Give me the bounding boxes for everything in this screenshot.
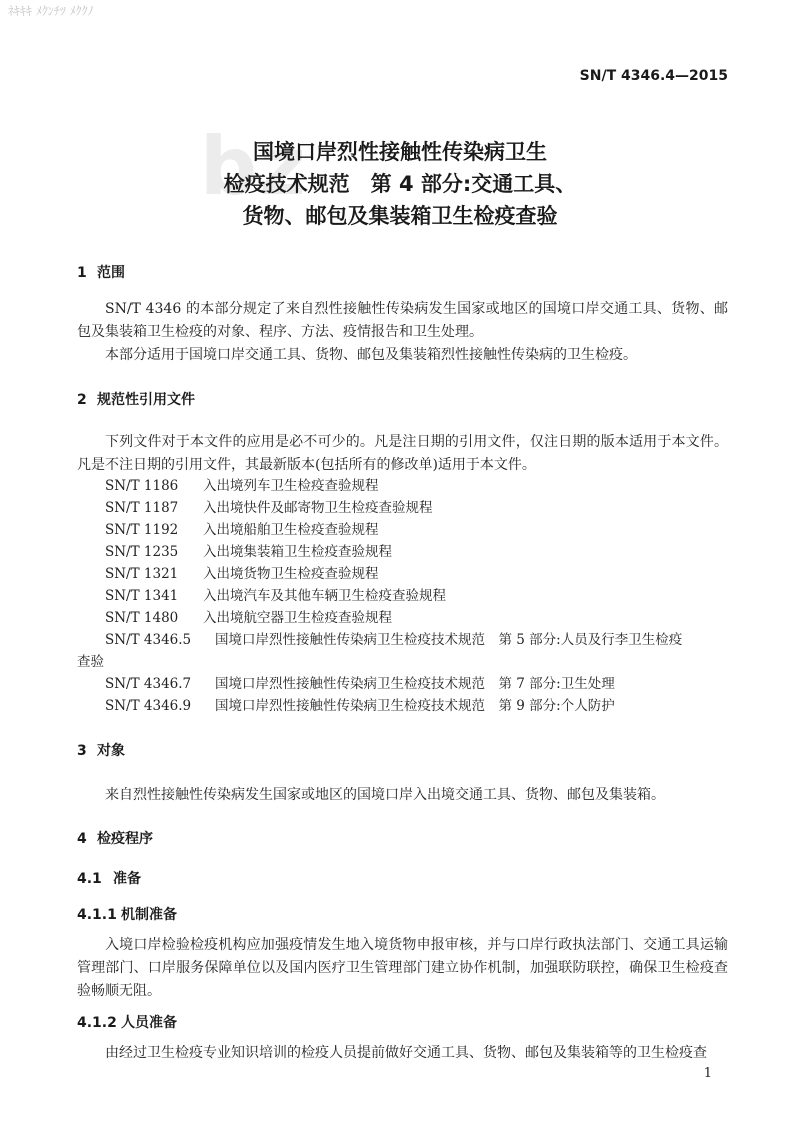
reference-code: SN/T 1480 bbox=[105, 610, 179, 626]
reference-item bbox=[105, 541, 392, 563]
title-line-3: 货物、邮包及集装箱卫生检疫查验 bbox=[242, 204, 558, 228]
section-number: 3 bbox=[77, 743, 87, 759]
reference-item bbox=[105, 673, 615, 695]
reference-title: 入出境货物卫生检疫查验规程 bbox=[203, 566, 379, 582]
reference-title: 入出境船舶卫生检疫查验规程 bbox=[203, 522, 379, 538]
reference-title: 入出境列车卫生检疫查验规程 bbox=[203, 478, 379, 494]
section-4-1-2-paragraph: 由经过卫生检疫专业知识培训的检疫人员提前做好交通工具、货物、邮包及集装箱等的卫生检疫查 bbox=[105, 1045, 707, 1061]
reference-title: 国境口岸烈性接触性传染病卫生检疫技术规范 第 9 部分:个人防护 bbox=[215, 698, 615, 714]
header-garbled-text: ﾈｷｷｷ ﾒｸﾝﾁﾂ ﾒｸｸﾉ bbox=[8, 4, 94, 18]
reference-code: SN/T 4346.9 bbox=[105, 698, 192, 714]
section-number: 4 bbox=[77, 831, 87, 847]
section-2-heading bbox=[77, 389, 195, 409]
section-title: 准备 bbox=[113, 871, 141, 887]
reference-item bbox=[105, 607, 392, 629]
reference-title: 入出境航空器卫生检疫查验规程 bbox=[203, 610, 392, 626]
section-number: 1 bbox=[77, 265, 87, 281]
watermark: bz bbox=[200, 120, 308, 213]
reference-code: SN/T 1235 bbox=[105, 544, 179, 560]
reference-code: SN/T 4346.7 bbox=[105, 676, 192, 692]
reference-item-continuation: 查验 bbox=[77, 654, 104, 670]
reference-code: SN/T 1187 bbox=[105, 500, 179, 516]
reference-title: 入出境汽车及其他车辆卫生检疫查验规程 bbox=[203, 588, 446, 604]
reference-item bbox=[105, 475, 379, 497]
section-1-paragraph-2: 本部分适用于国境口岸交通工具、货物、邮包及集装箱烈性接触性传染病的卫生检疫。 bbox=[105, 347, 637, 363]
reference-code: SN/T 4346.5 bbox=[105, 632, 192, 648]
section-number: 4.1.1 bbox=[77, 907, 117, 923]
reference-item bbox=[105, 563, 379, 585]
reference-code: SN/T 1321 bbox=[105, 566, 179, 582]
reference-item bbox=[105, 585, 446, 607]
reference-title: 国境口岸烈性接触性传染病卫生检疫技术规范 第 7 部分:卫生处理 bbox=[215, 676, 615, 692]
section-1-heading bbox=[77, 262, 125, 282]
reference-title: 入出境快件及邮寄物卫生检疫查验规程 bbox=[203, 500, 433, 516]
reference-item bbox=[105, 519, 379, 541]
page-number: 1 bbox=[703, 1066, 712, 1081]
section-4-1-1-heading bbox=[77, 904, 177, 924]
document-title bbox=[0, 136, 800, 232]
reference-title: 入出境集装箱卫生检疫查验规程 bbox=[203, 544, 392, 560]
reference-item bbox=[105, 497, 433, 519]
reference-code: SN/T 1186 bbox=[105, 478, 179, 494]
section-4-heading bbox=[77, 828, 153, 848]
title-line-2: 检疫技术规范 第 4 部分:交通工具、 bbox=[223, 172, 577, 196]
reference-code: SN/T 1341 bbox=[105, 588, 179, 604]
section-title: 人员准备 bbox=[121, 1015, 177, 1031]
section-title: 对象 bbox=[97, 743, 125, 759]
section-number: 2 bbox=[77, 392, 87, 408]
section-title: 范围 bbox=[97, 265, 125, 281]
reference-title: 国境口岸烈性接触性传染病卫生检疫技术规范 第 5 部分:人员及行李卫生检疫 bbox=[215, 632, 683, 648]
title-line-1: 国境口岸烈性接触性传染病卫生 bbox=[253, 140, 547, 164]
reference-item bbox=[105, 695, 615, 717]
section-1-paragraph-1: SN/T 4346 的本部分规定了来自烈性接触性传染病发生国家或地区的国境口岸交通工具、货物、邮包及集装箱卫生检疫的对象、程序、方法、疫情报告和卫生处理。 bbox=[77, 301, 728, 340]
section-4-1-1-paragraph: 入境口岸检验检疫机构应加强疫情发生地入境货物申报审核，并与口岸行政执法部门、交通工具运输管理部门、口岸服务保障单位以及国内医疗卫生管理部门建立协作机制，加强联防联控，确保卫生检疫查验畅顺无阻。 bbox=[77, 937, 728, 999]
section-4-1-2-heading bbox=[77, 1012, 177, 1032]
section-3-heading bbox=[77, 740, 125, 760]
section-title: 机制准备 bbox=[121, 907, 177, 923]
section-2-intro: 下列文件对于本文件的应用是必不可少的。凡是注日期的引用文件，仅注日期的版本适用于本文件。凡是不注日期的引用文件，其最新版本(包括所有的修改单)适用于本文件。 bbox=[77, 434, 728, 473]
section-title: 规范性引用文件 bbox=[97, 392, 195, 408]
section-3-paragraph: 来自烈性接触性传染病发生国家或地区的国境口岸入出境交通工具、货物、邮包及集装箱。 bbox=[105, 787, 665, 803]
document-number: SN/T 4346.4—2015 bbox=[579, 68, 728, 84]
section-number: 4.1.2 bbox=[77, 1015, 117, 1031]
reference-code: SN/T 1192 bbox=[105, 522, 179, 538]
reference-item bbox=[105, 629, 682, 651]
section-title: 检疫程序 bbox=[97, 831, 153, 847]
section-4-1-heading bbox=[77, 868, 141, 888]
section-number: 4.1 bbox=[77, 871, 102, 887]
